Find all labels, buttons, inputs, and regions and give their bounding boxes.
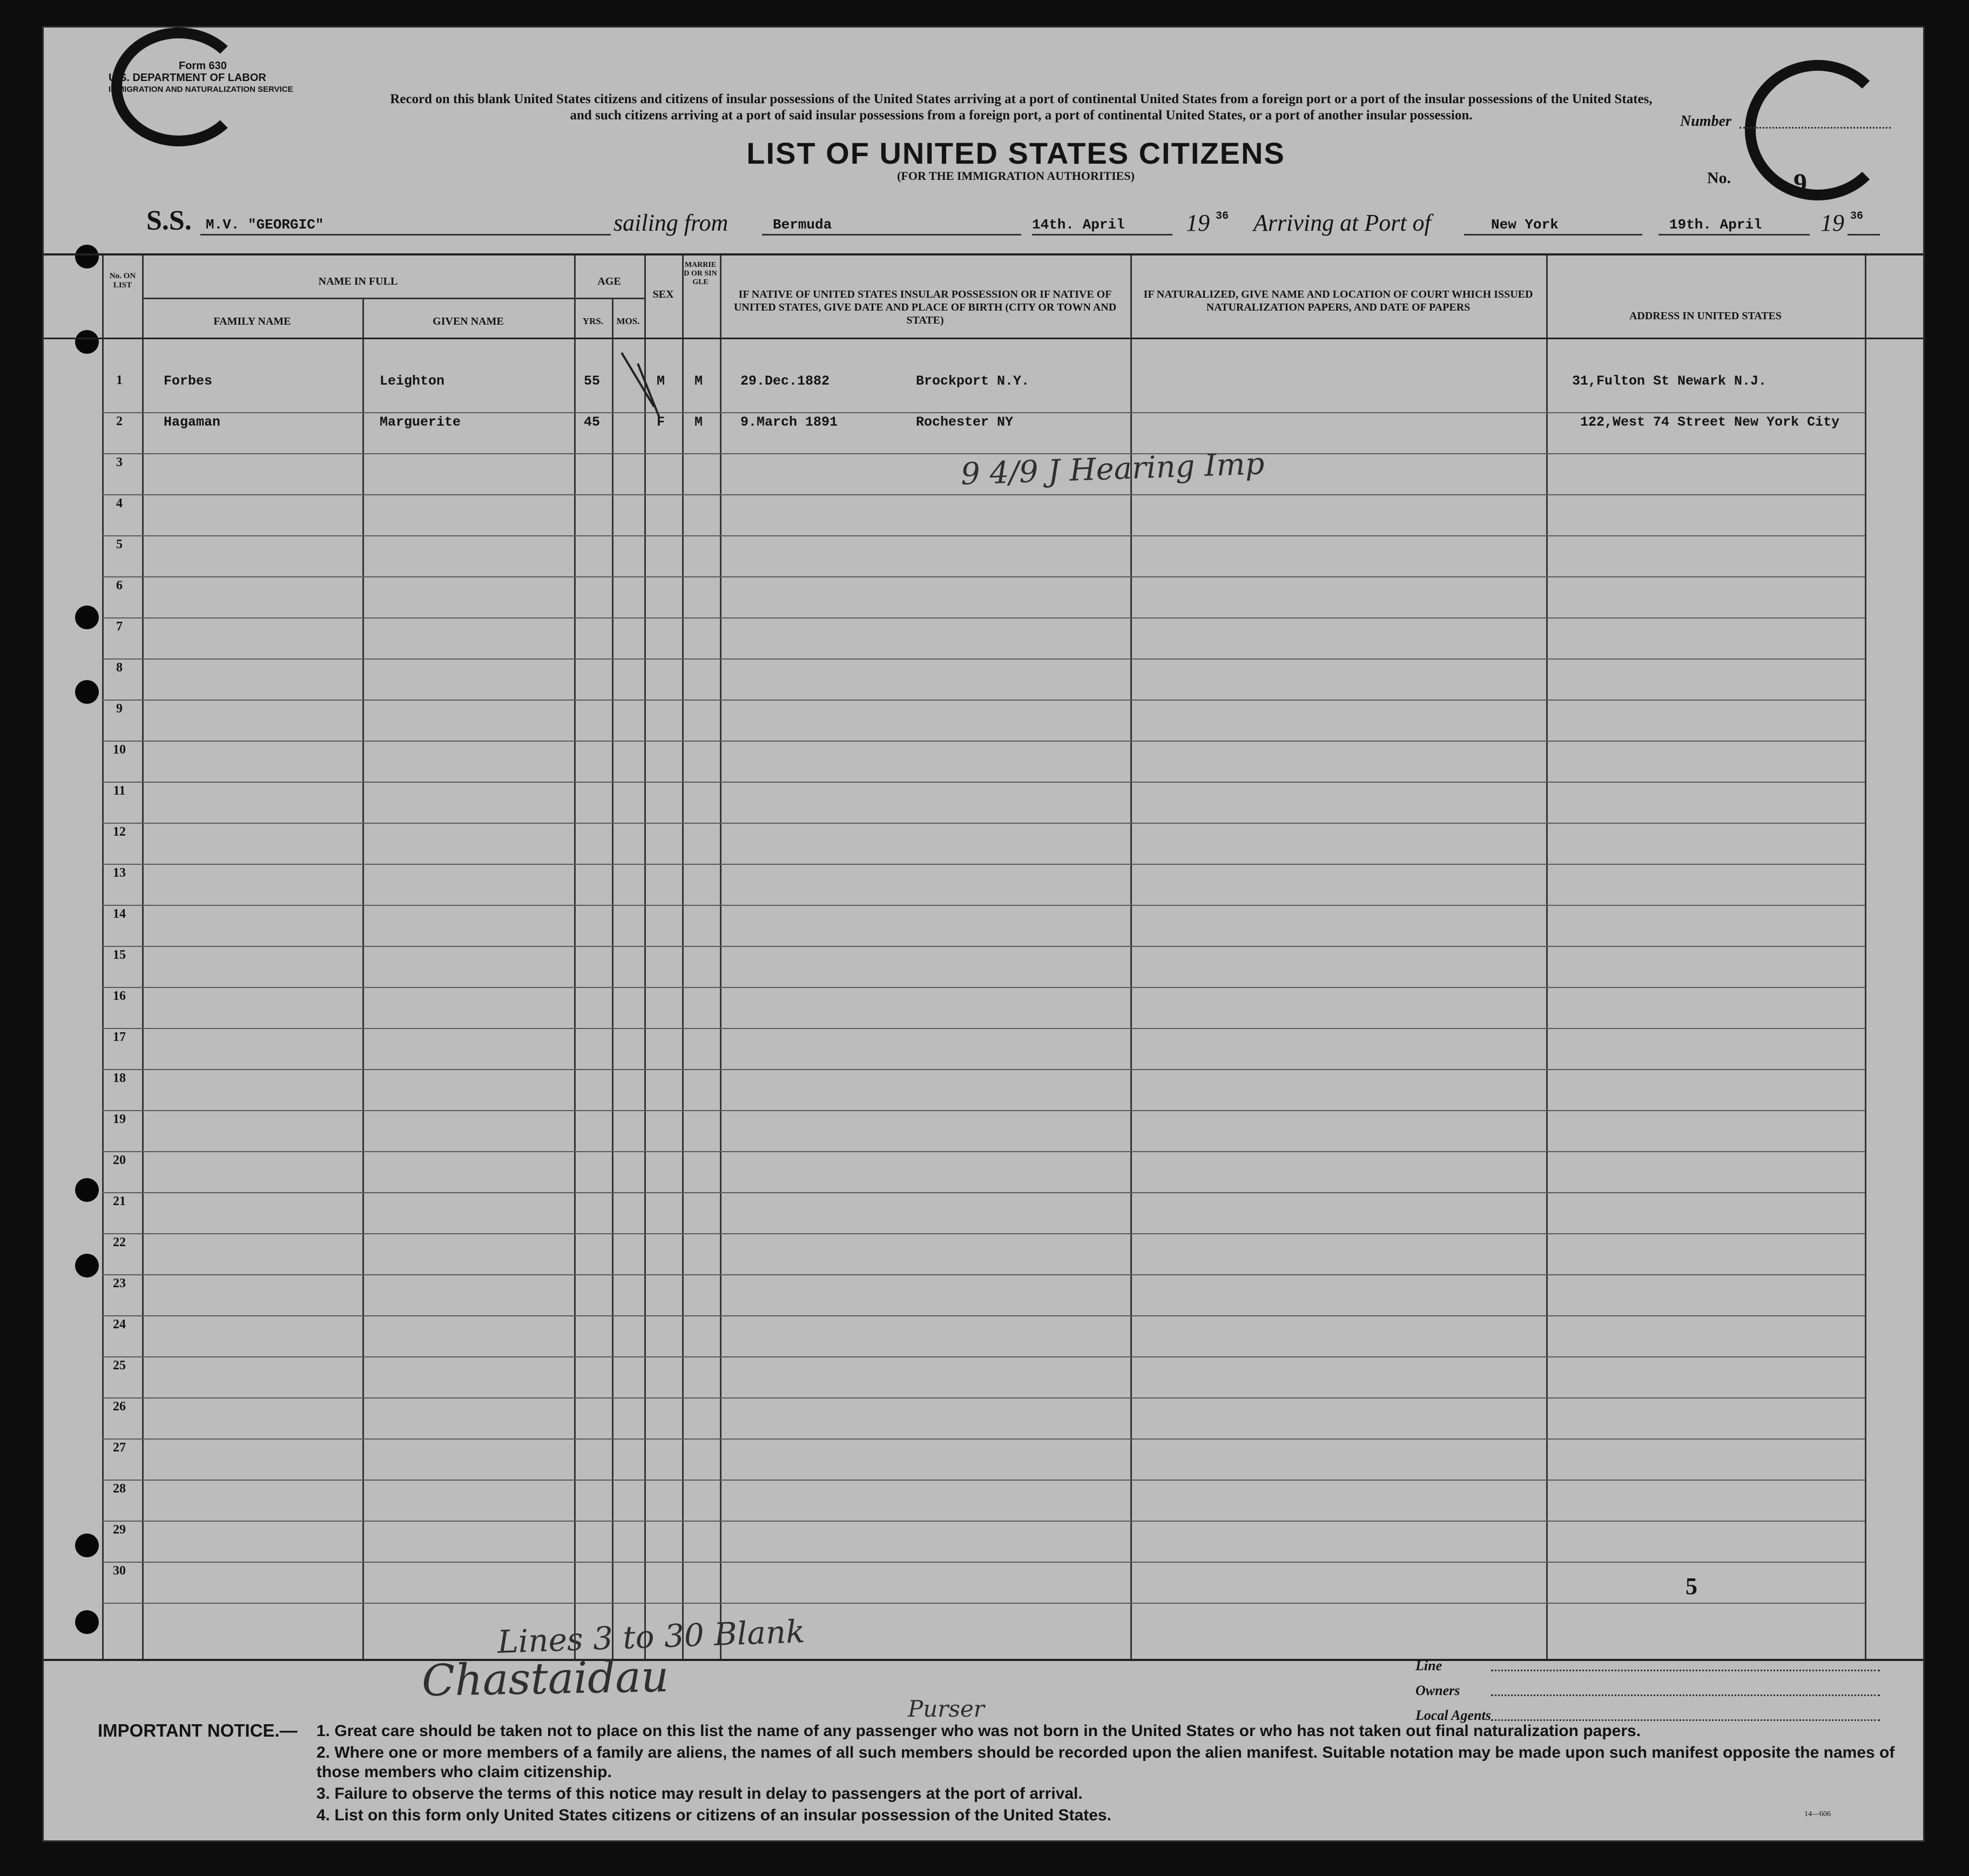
row-line xyxy=(102,864,1865,865)
list-no-label: No. xyxy=(1707,169,1731,187)
col-header-address: ADDRESS IN UNITED STATES xyxy=(1629,310,1782,322)
service: IMMIGRATION AND NATURALIZATION SERVICE xyxy=(109,85,293,94)
purser-title: Purser xyxy=(908,1696,984,1722)
row-number: 6 xyxy=(116,579,123,593)
notice-item-4: 4. List on this form only United States citizens or citizens of an insular possession of the United States. xyxy=(316,1806,1111,1824)
column-divider xyxy=(362,298,364,1659)
ss-prefix: S.S. xyxy=(146,205,192,236)
row-line xyxy=(102,1192,1865,1193)
row-number: 7 xyxy=(116,620,123,634)
row3-handwritten-note: 9 4/9 J Hearing Imp xyxy=(960,446,1265,492)
birth-place: Brockport N.Y. xyxy=(916,373,1030,389)
row-line xyxy=(102,905,1865,906)
col-header-name-in-full: NAME IN FULL xyxy=(318,275,398,287)
col-header-birth: IF NATIVE OF UNITED STATES INSULAR POSSESSION OR IF NATIVE OF UNITED STATES, GIVE DATE AND PLACE OF BIRTH (CITY OR TOWN AND STATE) xyxy=(733,288,1117,326)
page-number: 5 xyxy=(1685,1573,1697,1599)
row-line xyxy=(102,741,1865,742)
row-line xyxy=(102,658,1865,660)
row-line xyxy=(102,700,1865,701)
sailing-from-port: Bermuda xyxy=(773,217,832,233)
sailing-date: 14th. April xyxy=(1032,217,1125,233)
row-number: 25 xyxy=(113,1359,126,1373)
row-line xyxy=(102,1274,1865,1275)
col-header-mos: MOS. xyxy=(616,316,640,326)
sailing-from-label: sailing from xyxy=(613,210,729,236)
number-label: Number xyxy=(1680,113,1731,130)
row-line xyxy=(102,1397,1865,1398)
intro-text: Record on this blank United States citizens and citizens of insular possessions of the United States arriving at a port of continental United States from a foreign port or a port of the insular possessions of the United States, and such citizens arriving at a port of said insular possessions from a foreign port, a port of continental United States, or a port of another insular possession. xyxy=(390,92,1653,123)
family-name: Forbes xyxy=(164,373,213,389)
row-number: 10 xyxy=(113,743,126,757)
arrival-year-prefix: 19 xyxy=(1820,210,1844,236)
notice-heading: IMPORTANT NOTICE.— xyxy=(98,1720,298,1740)
birth-date: 9.March 1891 xyxy=(740,414,838,430)
birth-place: Rochester NY xyxy=(916,414,1014,430)
row-number: 30 xyxy=(113,1564,126,1578)
notice-item-2: 2. Where one or more members of a family are aliens, the names of all such members should be recorded upon the alien manifest. Suitable notation may be made upon such manifest opposite the names of those members who claim citizenship. xyxy=(316,1744,1895,1781)
line-label: Line xyxy=(1415,1658,1442,1673)
row-number: 17 xyxy=(113,1030,126,1044)
sailing-date-line xyxy=(1032,234,1172,236)
age-years: 55 xyxy=(584,373,601,389)
us-address: 31,Fulton St Newark N.J. xyxy=(1572,373,1767,389)
arrival-date-line xyxy=(1658,234,1810,236)
row-line xyxy=(102,617,1865,618)
arriving-label: Arriving at Port of xyxy=(1253,210,1431,236)
row-number: 18 xyxy=(113,1071,126,1085)
arrival-date: 19th. April xyxy=(1669,217,1762,233)
row-number: 15 xyxy=(113,948,126,962)
lines-blank-note: Lines 3 to 30 Blank xyxy=(496,1613,806,1660)
row-line xyxy=(102,1438,1865,1440)
owners-field xyxy=(1491,1695,1880,1696)
col-header-naturalized: IF NATURALIZED, GIVE NAME AND LOCATION OF COURT WHICH ISSUED NATURALIZATION PAPERS, AND DATE OF PAPERS xyxy=(1143,288,1533,313)
page-subtitle: (FOR THE IMMIGRATION AUTHORITIES) xyxy=(897,169,1135,183)
row-line xyxy=(102,1562,1865,1563)
row-line xyxy=(102,1315,1865,1316)
row-number: 21 xyxy=(113,1194,126,1208)
row-line xyxy=(102,535,1865,536)
header-divider xyxy=(142,298,644,299)
sex: M xyxy=(657,373,665,389)
column-divider xyxy=(644,255,646,1659)
column-divider xyxy=(142,255,144,1659)
col-header-yrs: YRS. xyxy=(582,316,604,326)
row-number: 1 xyxy=(116,373,123,387)
row-number: 27 xyxy=(113,1441,126,1455)
row-number: 2 xyxy=(116,414,123,428)
row-number: 22 xyxy=(113,1235,126,1249)
arriving-port: New York xyxy=(1491,217,1559,233)
row-number: 28 xyxy=(113,1482,126,1496)
row-number: 14 xyxy=(113,907,126,921)
purser-signature: Chastaidau xyxy=(421,1651,670,1706)
row-line xyxy=(102,1028,1865,1029)
page-title: LIST OF UNITED STATES CITIZENS xyxy=(746,136,1285,170)
row-line xyxy=(102,1480,1865,1481)
row-number: 19 xyxy=(113,1112,126,1126)
row-number: 13 xyxy=(113,866,126,880)
form-number: Form 630 xyxy=(179,60,227,72)
row-number: 16 xyxy=(113,989,126,1003)
row-line xyxy=(102,412,1865,413)
column-divider xyxy=(612,298,613,1659)
department: U.S. DEPARTMENT OF LABOR xyxy=(109,72,266,84)
vessel-name: M.V. "GEORGIC" xyxy=(206,217,324,233)
col-header-married-or-single: MARRIED OR SINGLE xyxy=(684,261,717,286)
row-line xyxy=(102,1233,1865,1234)
footer-code: 14—606 xyxy=(1804,1810,1831,1818)
column-divider xyxy=(1546,255,1548,1659)
row-number: 20 xyxy=(113,1153,126,1167)
row-line xyxy=(102,1110,1865,1111)
sex: F xyxy=(657,414,665,430)
us-address: 122,West 74 Street New York City xyxy=(1580,414,1840,430)
vessel-line xyxy=(200,234,611,236)
form-identifier xyxy=(109,60,293,96)
header-divider xyxy=(44,338,1925,339)
birth-date: 29.Dec.1882 xyxy=(740,373,830,389)
row-line xyxy=(102,946,1865,947)
row-line xyxy=(102,1521,1865,1522)
sailing-from-line xyxy=(762,234,1021,236)
row-number: 23 xyxy=(113,1276,126,1290)
row-line xyxy=(102,823,1865,824)
number-line xyxy=(1739,127,1891,129)
marital-status: M xyxy=(694,414,703,430)
notice-item-3: 3. Failure to observe the terms of this notice may result in delay to passengers at the port of arrival. xyxy=(316,1785,1083,1803)
col-header-no-on-list: No. ON LIST xyxy=(109,272,136,290)
row-number: 5 xyxy=(116,537,123,552)
row-number: 12 xyxy=(113,825,126,839)
row-number: 4 xyxy=(116,496,123,510)
row-line xyxy=(102,494,1865,495)
row-number: 26 xyxy=(113,1400,126,1414)
column-divider xyxy=(574,255,576,1659)
row-line xyxy=(102,576,1865,577)
sailing-year: 36 xyxy=(1216,210,1229,223)
given-name: Leighton xyxy=(380,373,445,389)
row-number: 9 xyxy=(116,702,123,716)
column-divider xyxy=(682,255,684,1659)
col-header-sex: SEX xyxy=(652,288,674,300)
line-field xyxy=(1491,1670,1880,1671)
row-line xyxy=(102,453,1865,454)
row-line xyxy=(102,1603,1865,1604)
arriving-port-line xyxy=(1464,234,1642,236)
sailing-year-prefix: 19 xyxy=(1186,210,1210,236)
local-agents-label: Local Agents xyxy=(1415,1707,1491,1723)
row-number: 3 xyxy=(116,455,123,469)
given-name: Marguerite xyxy=(380,414,461,430)
row-line xyxy=(102,1356,1865,1357)
pen-marks xyxy=(605,342,670,423)
col-header-family-name: FAMILY NAME xyxy=(213,315,291,327)
col-header-age: AGE xyxy=(597,275,621,287)
column-divider xyxy=(720,255,721,1659)
marital-status: M xyxy=(694,373,703,389)
age-years: 45 xyxy=(584,414,601,430)
row-line xyxy=(102,1069,1865,1070)
column-divider xyxy=(1865,255,1866,1659)
list-number: 9 xyxy=(1793,167,1807,198)
family-name: Hagaman xyxy=(164,414,221,430)
row-line xyxy=(102,782,1865,783)
row-number: 8 xyxy=(116,661,123,675)
arrival-year-line xyxy=(1847,234,1880,236)
owners-label: Owners xyxy=(1415,1683,1460,1698)
local-agents-field xyxy=(1491,1719,1880,1721)
row-line xyxy=(102,1151,1865,1152)
row-number: 24 xyxy=(113,1317,126,1332)
row-number: 29 xyxy=(113,1523,126,1537)
arrival-year: 36 xyxy=(1850,210,1864,223)
row-number: 11 xyxy=(113,784,126,798)
c-stamp-right xyxy=(1745,60,1891,200)
col-header-given-name: GIVEN NAME xyxy=(433,315,504,327)
row-line xyxy=(102,987,1865,988)
manifest-sheet xyxy=(42,26,1925,1842)
vessel-row xyxy=(44,199,1925,248)
notice-item-1: 1. Great care should be taken not to place on this list the name of any passenger who was not born in the United States or who has not taken out final naturalization papers. xyxy=(316,1722,1641,1740)
